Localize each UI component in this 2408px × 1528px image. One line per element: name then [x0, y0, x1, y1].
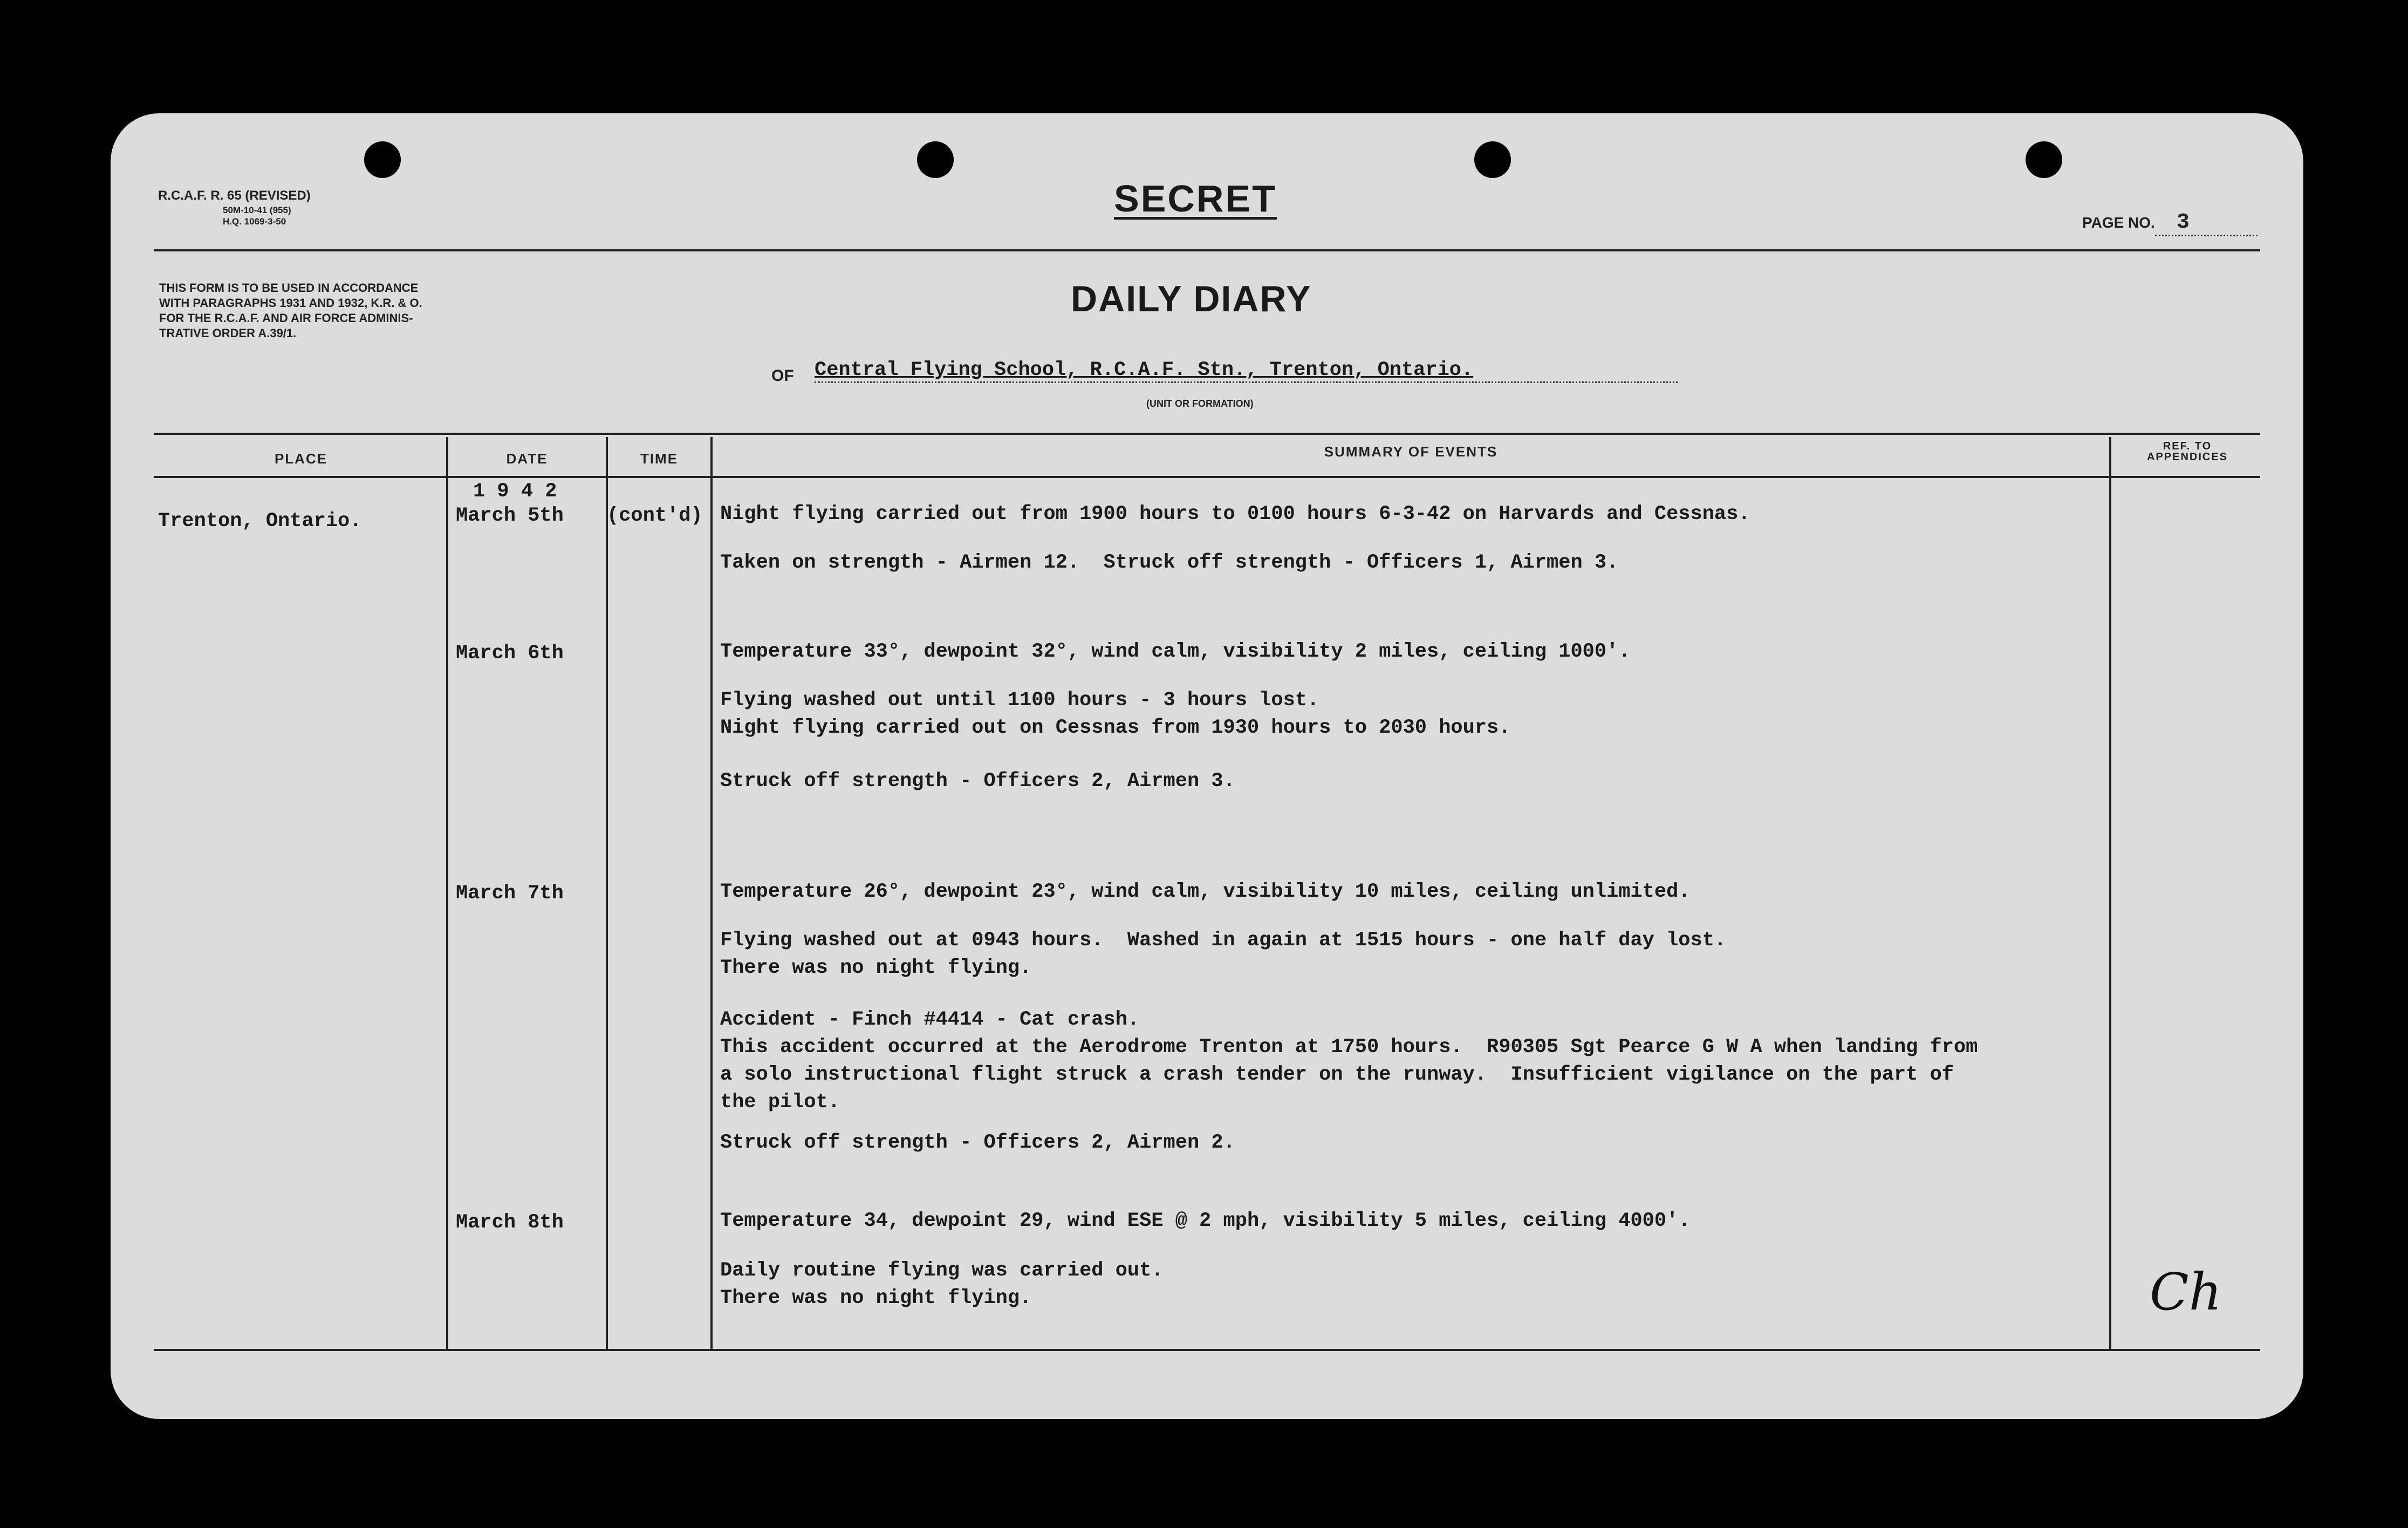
- column-header-date: DATE: [506, 451, 548, 467]
- entry-date: March 7th: [456, 882, 564, 905]
- page-number: 3: [2155, 210, 2258, 236]
- table-header-rule: [154, 476, 2260, 478]
- diary-form-card: [111, 113, 2303, 1419]
- header-rule: [154, 249, 2260, 251]
- event-line: Struck off strength - Officers 2, Airmen 2.: [720, 1131, 1235, 1154]
- form-code: [158, 188, 311, 228]
- instruction-line: FOR THE R.C.A.F. AND AIR FORCE ADMINIS-: [159, 311, 413, 325]
- time-value: (cont'd): [607, 504, 703, 527]
- form-code-line: H.Q. 1069-3-50: [223, 216, 286, 227]
- event-line: a solo instructional flight struck a crash tender on the runway. Insufficient vigilance on the part of: [720, 1063, 1954, 1086]
- instruction-line: THIS FORM IS TO BE USED IN ACCORDANCE: [159, 281, 419, 295]
- column-header-ref: REF. TO APPENDICES: [2146, 440, 2228, 463]
- instruction-line: TRATIVE ORDER A.39/1.: [159, 326, 297, 340]
- unit-caption: (UNIT OR FORMATION): [1146, 398, 1254, 409]
- event-line: Taken on strength - Airmen 12. Struck off strength - Officers 1, Airmen 3.: [720, 551, 1619, 574]
- binder-hole: [2026, 141, 2062, 178]
- event-line: This accident occurred at the Aerodrome Trenton at 1750 hours. R90305 Sgt Pearce G W A when landing from: [720, 1036, 1978, 1059]
- event-line: Flying washed out until 1100 hours - 3 hours lost.: [720, 689, 1319, 712]
- instruction-line: WITH PARAGRAPHS 1931 AND 1932, K.R. & O.: [159, 296, 422, 310]
- form-code-line: 50M-10-41 (955): [223, 204, 291, 215]
- event-line: Flying washed out at 0943 hours. Washed in again at 1515 hours - one half day lost.: [720, 929, 1727, 952]
- column-divider: [2109, 437, 2111, 1349]
- form-code-line: R.C.A.F. R. 65 (REVISED): [158, 188, 311, 203]
- column-header-place: PLACE: [274, 451, 328, 467]
- binder-hole: [364, 141, 401, 178]
- event-line: Night flying carried out from 1900 hours to 0100 hours 6-3-42 on Harvards and Cessnas.: [720, 503, 1750, 526]
- diary-title: DAILY DIARY: [1071, 278, 1312, 319]
- event-line: Temperature 26°, dewpoint 23°, wind calm, visibility 10 miles, ceiling unlimited.: [720, 881, 1691, 903]
- event-line: Night flying carried out on Cessnas from 1930 hours to 2030 hours.: [720, 717, 1511, 739]
- binder-hole: [917, 141, 954, 178]
- binder-hole: [1474, 141, 1511, 178]
- year-value: 1 9 4 2: [473, 480, 557, 503]
- event-line: There was no night flying.: [720, 957, 1032, 979]
- column-header-summary: SUMMARY OF EVENTS: [1324, 444, 1498, 460]
- classification-heading: SECRET: [1114, 178, 1277, 220]
- event-line: There was no night flying.: [720, 1287, 1032, 1309]
- entry-date: March 6th: [456, 642, 564, 665]
- handwritten-initials: Ch: [2150, 1263, 2222, 1322]
- column-divider: [446, 437, 448, 1349]
- column-header-time: TIME: [640, 451, 679, 467]
- form-instructions: [159, 281, 422, 342]
- column-divider: [710, 437, 713, 1349]
- table-bottom-rule: [154, 1349, 2260, 1351]
- page-number-field: [2082, 210, 2258, 236]
- event-line: Struck off strength - Officers 2, Airmen 3.: [720, 770, 1235, 793]
- of-label: OF: [771, 367, 794, 385]
- event-line: the pilot.: [720, 1091, 840, 1114]
- event-line: Temperature 33°, dewpoint 32°, wind calm, visibility 2 miles, ceiling 1000'.: [720, 640, 1631, 663]
- entry-date: March 8th: [456, 1211, 564, 1234]
- unit-name: Central Flying School, R.C.A.F. Stn., Trenton, Ontario.: [815, 359, 1678, 383]
- entry-date: March 5th: [456, 504, 564, 527]
- page-label: PAGE NO.: [2082, 214, 2155, 231]
- table-top-rule: [154, 433, 2260, 435]
- event-line: Daily routine flying was carried out.: [720, 1259, 1164, 1282]
- event-line: Accident - Finch #4414 - Cat crash.: [720, 1008, 1140, 1031]
- place-value: Trenton, Ontario.: [158, 510, 362, 533]
- event-line: Temperature 34, dewpoint 29, wind ESE @ 2 mph, visibility 5 miles, ceiling 4000'.: [720, 1210, 1691, 1232]
- column-divider: [606, 437, 608, 1349]
